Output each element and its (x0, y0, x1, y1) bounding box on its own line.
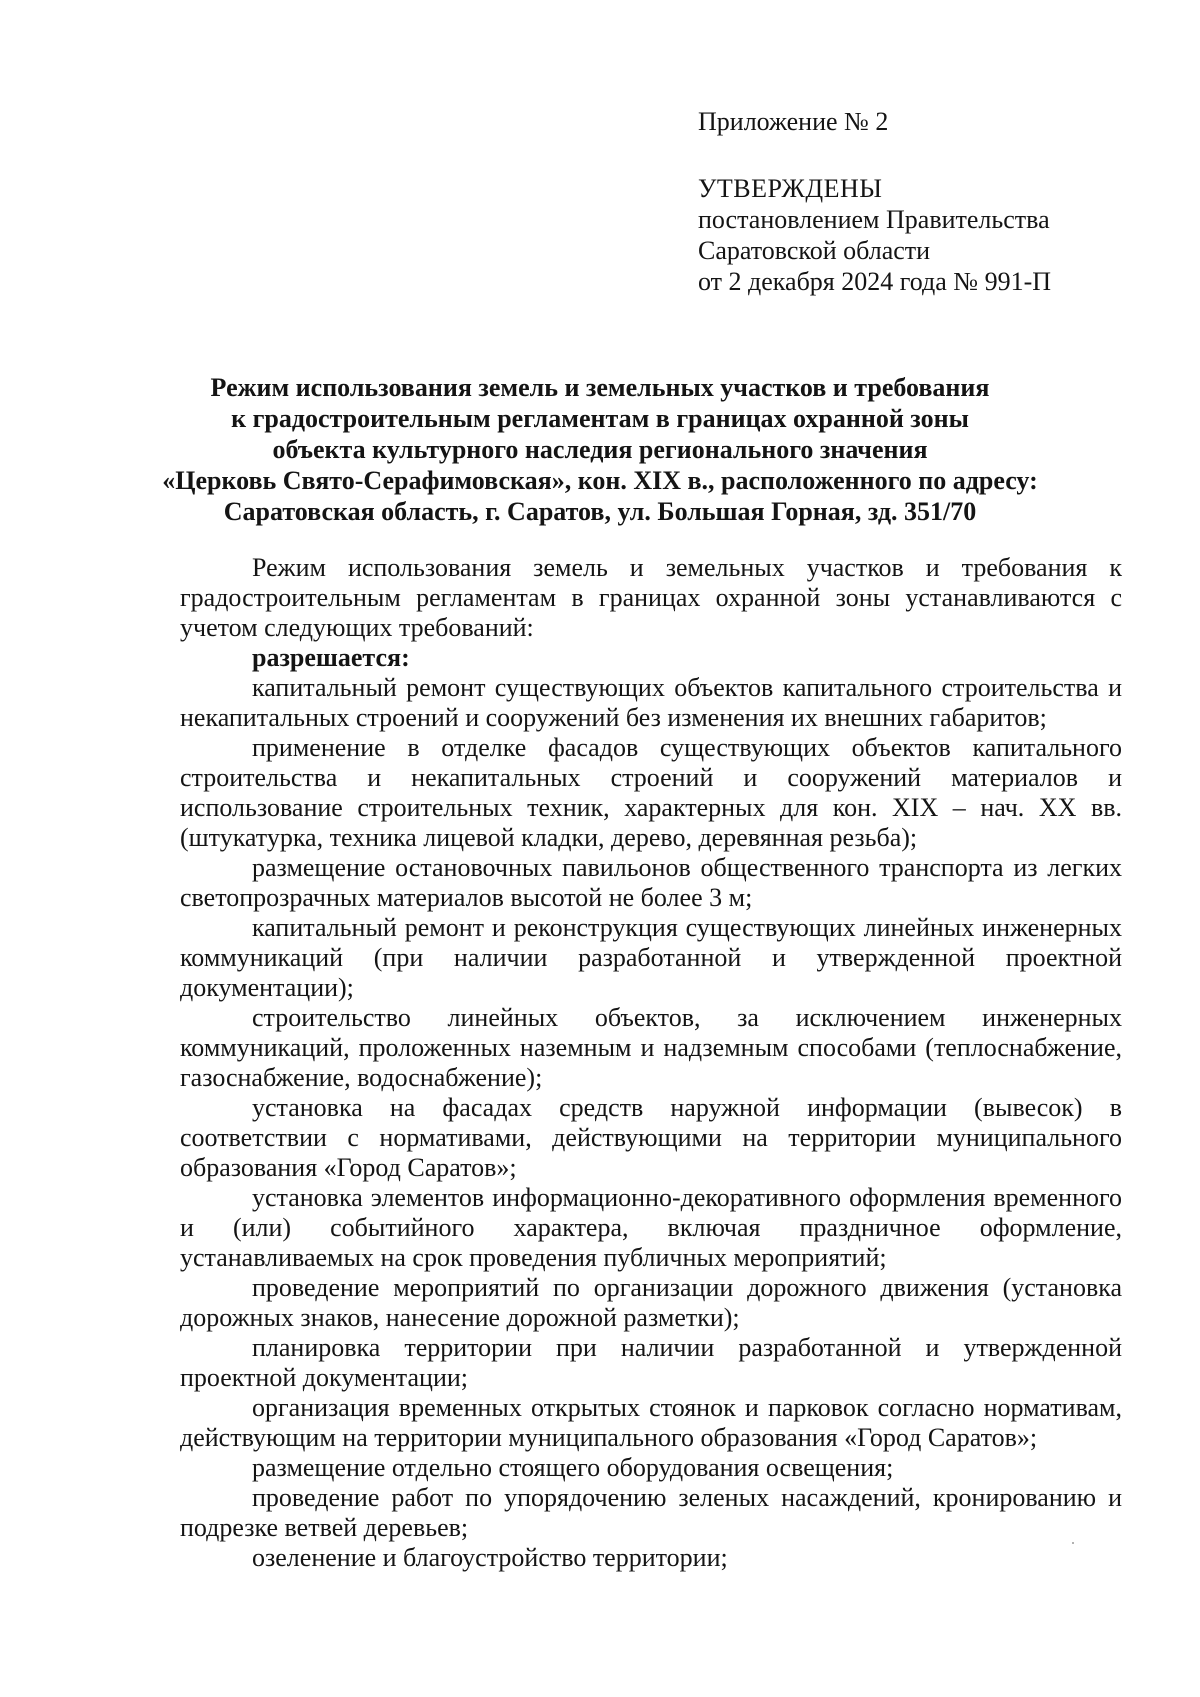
list-item: планировка территории при наличии разработанной и утвержденной проектной документации; (180, 1333, 1122, 1392)
list-item: строительство линейных объектов, за исключением инженерных коммуникаций, проложенных наземным и надземным способами (теплоснабжение, газоснабжение, водоснабжение); (180, 1003, 1122, 1092)
approved-stamp: УТВЕРЖДЕНЫ (698, 174, 883, 203)
title-line-4: «Церковь Свято-Серафимовская», кон. XIX в., расположенного по адресу: (162, 466, 1038, 495)
list-item: капитальный ремонт и реконструкция существующих линейных инженерных коммуникаций (при наличии разработанной и утвержденной проектной документации); (180, 913, 1122, 1002)
list-item: озеленение и благоустройство территории; (252, 1543, 728, 1572)
list-item: применение в отделке фасадов существующих объектов капитального строительства и некапитальных строений и сооружений материалов и использование строительных техник, характерных для кон. XIX – нач. XX вв. (штукатурка, техника лицевой кладки, дерево, деревянная резьба); (180, 733, 1122, 852)
list-item: размещение остановочных павильонов общественного транспорта из легких светопрозрачных материалов высотой не более 3 м; (180, 853, 1122, 912)
title-line-3: объекта культурного наследия регионального значения (272, 435, 928, 464)
list-item: установка элементов информационно-декоративного оформления временного и (или) событийного характера, включая праздничное оформление, устанавливаемых на срок проведения публичных мероприятий; (180, 1183, 1122, 1272)
appendix-number: Приложение № 2 (698, 107, 889, 136)
list-item: проведение работ по упорядочению зеленых насаждений, кронированию и подрезке ветвей деревьев; (180, 1483, 1122, 1542)
scan-speck (1072, 1542, 1074, 1544)
list-item: размещение отдельно стоящего оборудования освещения; (252, 1453, 894, 1482)
list-item: установка на фасадах средств наружной информации (вывесок) в соответствии с нормативами, действующими на территории муниципального образования «Город Саратов»; (180, 1093, 1122, 1182)
list-item: проведение мероприятий по организации дорожного движения (установка дорожных знаков, нанесение дорожной разметки); (180, 1273, 1122, 1332)
list-item: капитальный ремонт существующих объектов капитального строительства и некапитальных строений и сооружений без изменения их внешних габаритов; (180, 673, 1122, 732)
intro-paragraph: Режим использования земель и земельных участков и требования к градостроительным регламентам в границах охранной зоны устанавливаются с учетом следующих требований: (180, 553, 1122, 642)
title-line-1: Режим использования земель и земельных участков и требования (210, 373, 990, 402)
document-body (180, 553, 1122, 1573)
approval-line-2: Саратовской области (698, 236, 931, 265)
document-title (150, 372, 1050, 527)
title-line-2: к градостроительным регламентам в границах охранной зоны (231, 404, 969, 433)
allowed-heading: разрешается: (252, 643, 410, 672)
approval-line-3: от 2 декабря 2024 года № 991-П (698, 267, 1052, 296)
approval-line-1: постановлением Правительства (698, 205, 1050, 234)
list-item: организация временных открытых стоянок и парковок согласно нормативам, действующим на территории муниципального образования «Город Саратов»; (180, 1393, 1122, 1452)
title-line-5: Саратовская область, г. Саратов, ул. Большая Горная, зд. 351/70 (223, 497, 977, 526)
approval-block (698, 106, 1118, 297)
